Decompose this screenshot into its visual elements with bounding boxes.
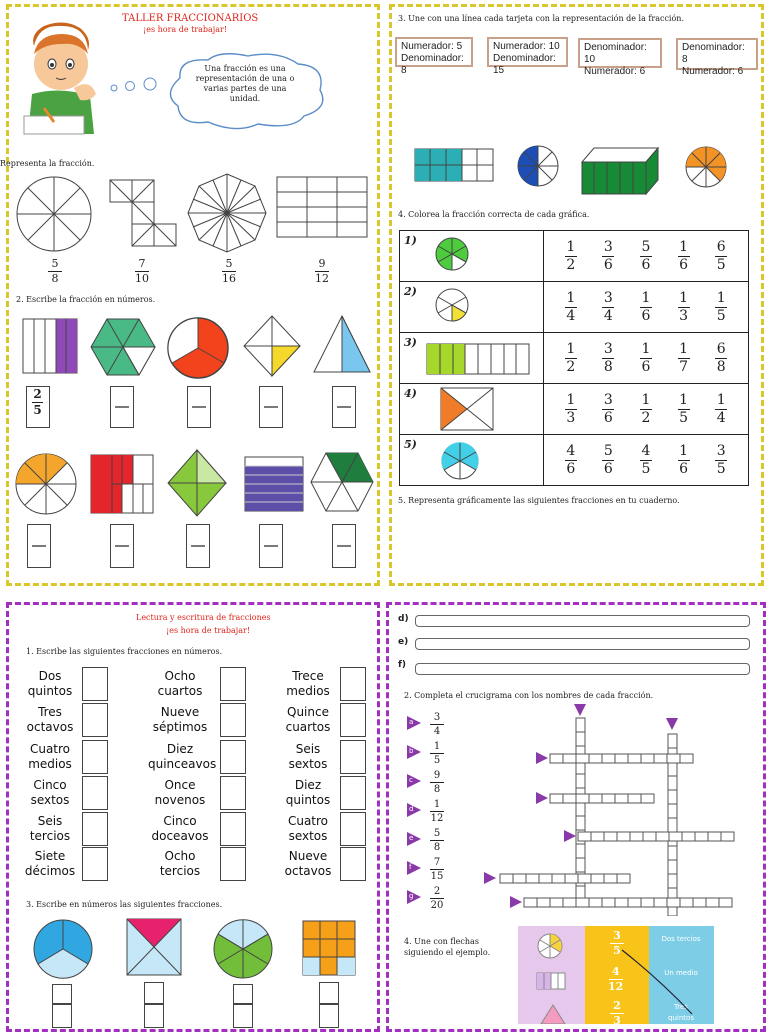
crossword-cell <box>576 802 585 816</box>
crossword-cell <box>628 794 641 803</box>
q3-prompt: 3. Une con una línea cada tarjeta con la representación de la fracción. <box>398 14 684 23</box>
fraction-word: Nueve octavos <box>284 849 332 878</box>
br-q2-prompt: 2. Completa el crucigrama con los nombres de cada fracción. <box>404 691 654 700</box>
fraction-word-answer-box[interactable] <box>220 776 246 810</box>
crossword-start-marker <box>564 830 576 842</box>
crossword-cell <box>617 874 630 883</box>
opt-1-5[interactable]: 6 5 <box>716 238 726 273</box>
crossword-grid[interactable] <box>480 704 740 916</box>
bl-ans-1b[interactable] <box>52 1004 72 1028</box>
bl-title: Lectura y escritura de fracciones <box>136 613 271 622</box>
opt-5-2[interactable]: 5 6 <box>603 442 613 477</box>
match-circle-icon <box>536 932 564 960</box>
clue-tag-letter: a <box>409 718 414 726</box>
fraction-word: Cinco doceavos <box>151 814 209 843</box>
fraction-word-answer-box[interactable] <box>340 667 366 701</box>
crossword-start-marker <box>536 752 548 764</box>
crossword-cell <box>513 874 526 883</box>
crossword-cell <box>641 898 654 907</box>
clue-tag-letter: g <box>409 892 414 900</box>
q1-frac-3: 5 16 <box>222 257 236 285</box>
answer-line-d[interactable] <box>415 615 750 627</box>
crossword-cell <box>668 734 677 748</box>
fraction-word: Quince cuartos <box>285 705 331 734</box>
match-right-1[interactable]: Dos tercios <box>661 935 701 943</box>
q5-prompt: 5. Representa gráficamente las siguientes fracciones en tu cuaderno. <box>398 496 680 505</box>
crossword-cell <box>591 874 604 883</box>
grid-orange-9 <box>302 920 356 976</box>
opt-2-1[interactable]: 1 4 <box>566 289 576 324</box>
crossword-cell <box>721 832 734 841</box>
example-fraction: 2 5 <box>33 387 42 417</box>
fraction-word: Ocho tercios <box>159 849 201 878</box>
opt-4-5[interactable]: 1 4 <box>716 391 726 426</box>
fraction-word-answer-box[interactable] <box>340 740 366 774</box>
br-q4-prompt: 4. Une con flechas siguiendo el ejemplo. <box>404 937 491 957</box>
crossword-cell <box>643 832 656 841</box>
row2-options <box>544 282 748 332</box>
fraction-word-answer-box[interactable] <box>220 740 246 774</box>
fraction-word-answer-box[interactable] <box>82 776 108 810</box>
match-example-line <box>620 940 700 1020</box>
answer-line-f[interactable] <box>415 663 750 675</box>
opt-4-3[interactable]: 1 2 <box>641 391 651 426</box>
crossword-start-marker <box>510 896 522 908</box>
crossword-cell <box>576 718 585 732</box>
opt-1-3[interactable]: 5 6 <box>641 238 651 273</box>
bl-q1-prompt: 1. Escribe las siguientes fracciones en números. <box>26 647 223 656</box>
match-bar-icon <box>536 972 566 990</box>
clue-tag-letter: d <box>409 805 414 813</box>
fraction-word-answer-box[interactable] <box>82 740 108 774</box>
opt-1-1[interactable]: 1 2 <box>566 238 576 273</box>
clue-fraction: 9 8 <box>430 770 444 795</box>
fraction-word: Nueve séptimos <box>152 705 208 734</box>
fraction-word: Seis tercios <box>29 814 71 843</box>
bl-ans-2a[interactable] <box>144 982 164 1004</box>
clue-fraction: 3 4 <box>430 712 444 737</box>
fraction-word: Cuatro medios <box>28 742 72 771</box>
crossword-cell <box>668 818 677 832</box>
crossword-cell <box>668 776 677 790</box>
q1-frac-1: 5 8 <box>48 258 62 285</box>
crossword-cell <box>550 794 563 803</box>
crossword-cell <box>565 874 578 883</box>
clue-tag-letter: f <box>409 863 412 871</box>
crossword-cell <box>526 874 539 883</box>
worksheet-title: TALLER FRACCIONARIOS <box>122 13 259 24</box>
fraction-word-answer-box[interactable] <box>220 847 246 881</box>
crossword-cell <box>539 874 552 883</box>
opt-3-3[interactable]: 1 6 <box>641 340 651 375</box>
circle-orange-8b <box>684 145 728 189</box>
crossword-cell <box>576 794 589 803</box>
q4-prompt: 4. Colorea la fracción correcta de cada gráfica. <box>398 210 590 219</box>
clue-tag-letter: e <box>409 834 414 842</box>
fraction-word-answer-box[interactable] <box>220 667 246 701</box>
crossword-cell <box>563 754 576 763</box>
fraction-word: Diez quintos <box>285 778 331 807</box>
fraction-word: Ocho cuartos <box>157 669 203 698</box>
circle-blue-8 <box>516 144 560 188</box>
worksheet-subtitle: ¡es hora de trabajar! <box>143 25 228 34</box>
crossword-cell <box>656 832 669 841</box>
q2-prompt: 2. Escribe la fracción en números. <box>16 295 156 304</box>
circle-thirds-blue <box>32 918 94 980</box>
crossword-cell <box>576 844 585 858</box>
circle-green-6 <box>212 918 274 980</box>
opt-1-2[interactable]: 3 6 <box>603 238 613 273</box>
opt-3-5[interactable]: 6 8 <box>716 340 726 375</box>
crossword-cell <box>563 898 576 907</box>
crossword-cell <box>617 832 630 841</box>
opt-1-4[interactable]: 1 6 <box>679 238 689 273</box>
fraction-word: Cinco sextos <box>30 778 70 807</box>
bl-ans-4a[interactable] <box>319 982 339 1004</box>
crossword-cell <box>668 804 677 818</box>
row3-options <box>544 333 748 383</box>
crossword-cell <box>654 898 667 907</box>
crossword-cell <box>682 832 695 841</box>
crossword-cell <box>576 732 585 746</box>
crossword-cell <box>628 754 641 763</box>
bl-ans-3b[interactable] <box>233 1004 253 1028</box>
row4-options <box>544 384 748 434</box>
crossword-start-marker <box>536 792 548 804</box>
line-label-f: f) <box>398 660 407 670</box>
crossword-start-marker <box>484 872 496 884</box>
crossword-cell <box>589 754 602 763</box>
fraction-word-answer-box[interactable] <box>82 703 108 737</box>
crossword-cell <box>669 832 682 841</box>
crossword-cell <box>641 794 654 803</box>
fraction-word-answer-box[interactable] <box>340 776 366 810</box>
crossword-cell <box>589 898 602 907</box>
clue-fraction: 7 15 <box>430 857 444 882</box>
crossword-cell <box>500 874 513 883</box>
fraction-word-answer-box[interactable] <box>340 847 366 881</box>
clue-tag-letter: c <box>409 776 413 784</box>
crossword-cell <box>693 898 706 907</box>
crossword-start-marker <box>666 718 678 730</box>
bl-ans-3a[interactable] <box>233 984 253 1004</box>
fraction-word-answer-box[interactable] <box>220 812 246 846</box>
clue-tag-letter: b <box>409 747 414 755</box>
bubble-text: Una fracción es una representación de una o varias partes de una unidad. <box>195 64 295 103</box>
opt-2-2[interactable]: 3 4 <box>603 289 613 324</box>
crossword-cell <box>628 898 641 907</box>
crossword-cell <box>668 846 677 860</box>
crossword-cell <box>576 816 585 830</box>
crossword-cell <box>576 858 585 872</box>
crossword-cell <box>654 754 667 763</box>
crossword-cell <box>552 874 565 883</box>
clue-fraction: 5 8 <box>430 828 444 853</box>
crossword-cell <box>550 754 563 763</box>
opt-4-2[interactable]: 3 6 <box>603 391 613 426</box>
crossword-cell <box>668 762 677 776</box>
card-1[interactable]: Numerador: 5 Denominador: 8 <box>395 37 473 67</box>
crossword-cell <box>667 898 680 907</box>
crossword-cell <box>615 754 628 763</box>
crossword-cell <box>615 898 628 907</box>
crossword-cell <box>630 832 643 841</box>
crossword-cell <box>680 898 693 907</box>
match-right-2[interactable]: Un medio <box>664 969 698 977</box>
clue-fraction: 1 12 <box>430 799 444 824</box>
fraction-word: Trece medios <box>286 669 330 698</box>
match-right-3[interactable]: Tres quintos <box>668 1003 694 1022</box>
match-mid-2[interactable]: 4 12 <box>608 965 624 993</box>
answer-line-e[interactable] <box>415 638 750 650</box>
fraction-word-answer-box[interactable] <box>340 703 366 737</box>
fraction-word-answer-box[interactable] <box>82 812 108 846</box>
opt-2-5[interactable]: 1 5 <box>716 289 726 324</box>
fraction-word: Siete décimos <box>24 849 76 878</box>
crossword-cell <box>668 790 677 804</box>
card-2[interactable]: Numerador: 10 Denominador: 15 <box>487 37 568 67</box>
crossword-cell <box>578 874 591 883</box>
opt-3-1[interactable]: 1 2 <box>566 340 576 375</box>
crossword-cell <box>576 774 585 788</box>
match-mid-1[interactable]: 3 5 <box>610 930 624 957</box>
fraction-word: Tres octavos <box>26 705 74 734</box>
crossword-cell <box>615 794 628 803</box>
crossword-cell <box>668 874 677 888</box>
crossword-cell <box>602 754 615 763</box>
crossword-cell <box>604 832 617 841</box>
opt-4-1[interactable]: 1 3 <box>566 391 576 426</box>
fraction-word-answer-box[interactable] <box>82 667 108 701</box>
crossword-cell <box>680 754 693 763</box>
fraction-word: Once novenos <box>154 778 206 807</box>
card-4[interactable]: Denominador: 8 Numerador: 6 <box>676 38 758 70</box>
fraction-word: Cuatro sextos <box>287 814 329 843</box>
color-table: 1) 1 2 3 6 5 6 1 6 6 5 2) 1 4 3 4 1 6 1 3 1 5 3) 1 2 3 8 1 6 1 7 6 8 4) 1 3 3 6 1 2 1 5 1 4 5) 4 6 5 6 4 5 1 6 3 5 <box>399 230 749 486</box>
crossword-cell <box>589 794 602 803</box>
opt-4-4[interactable]: 1 5 <box>679 391 689 426</box>
fraction-word: Diez quinceavos <box>148 742 217 771</box>
opt-3-2[interactable]: 3 8 <box>603 340 613 375</box>
match-mid-3[interactable]: 2 3 <box>610 1000 624 1027</box>
q1-prompt: Representa la fracción. <box>0 159 95 168</box>
crossword-cell <box>719 898 732 907</box>
fraction-word: Dos quintos <box>27 669 73 698</box>
square-pink-quarters <box>126 918 182 976</box>
crossword-cell <box>667 754 680 763</box>
crossword-cell <box>537 898 550 907</box>
fraction-word: Seis sextos <box>288 742 328 771</box>
fraction-word-answer-box[interactable] <box>82 847 108 881</box>
opt-5-1[interactable]: 4 6 <box>566 442 576 477</box>
opt-3-4[interactable]: 1 7 <box>679 340 689 375</box>
q1-frac-4: 9 12 <box>315 257 329 285</box>
opt-5-4[interactable]: 1 6 <box>679 442 689 477</box>
crossword-cell <box>668 860 677 874</box>
clue-fraction: 2 20 <box>430 886 444 911</box>
crossword-cell <box>576 754 589 763</box>
crossword-cell <box>578 832 591 841</box>
bl-ans-2b[interactable] <box>144 1004 164 1028</box>
crossword-cell <box>706 898 719 907</box>
crossword-cell <box>604 874 617 883</box>
crossword-cell <box>602 898 615 907</box>
clue-fraction: 1 5 <box>430 741 444 766</box>
opt-2-4[interactable]: 1 3 <box>679 289 689 324</box>
bl-ans-1a[interactable] <box>52 984 72 1004</box>
fraction-word-answer-box[interactable] <box>220 703 246 737</box>
card-3[interactable]: Denominador: 10 Numerador: 6 <box>578 38 662 68</box>
crossword-cell <box>602 794 615 803</box>
bl-subtitle: ¡es hora de trabajar! <box>166 626 251 635</box>
opt-2-3[interactable]: 1 6 <box>641 289 651 324</box>
grid-teal-15 <box>414 148 494 182</box>
fraction-word-answer-box[interactable] <box>340 812 366 846</box>
match-triangle-icon <box>540 1004 566 1024</box>
crossword-cell <box>524 898 537 907</box>
crossword-start-marker <box>574 704 586 716</box>
crossword-cell <box>641 754 654 763</box>
opt-5-3[interactable]: 4 5 <box>641 442 651 477</box>
line-label-d: d) <box>398 614 409 624</box>
opt-5-5[interactable]: 3 5 <box>716 442 726 477</box>
line-label-e: e) <box>398 637 409 647</box>
q1-frac-2: 7 10 <box>135 257 149 285</box>
crossword-cell <box>563 794 576 803</box>
box-lines-row2 <box>0 0 380 580</box>
row5-options <box>544 435 748 485</box>
row1-options <box>544 231 748 281</box>
crossword-cell <box>576 898 589 907</box>
prism-green <box>580 140 662 196</box>
bl-q3-prompt: 3. Escribe en números las siguientes fracciones. <box>26 900 223 909</box>
crossword-cell <box>591 832 604 841</box>
crossword-cell <box>708 832 721 841</box>
crossword-cell <box>695 832 708 841</box>
bl-ans-4b[interactable] <box>319 1004 339 1028</box>
crossword-cell <box>550 898 563 907</box>
